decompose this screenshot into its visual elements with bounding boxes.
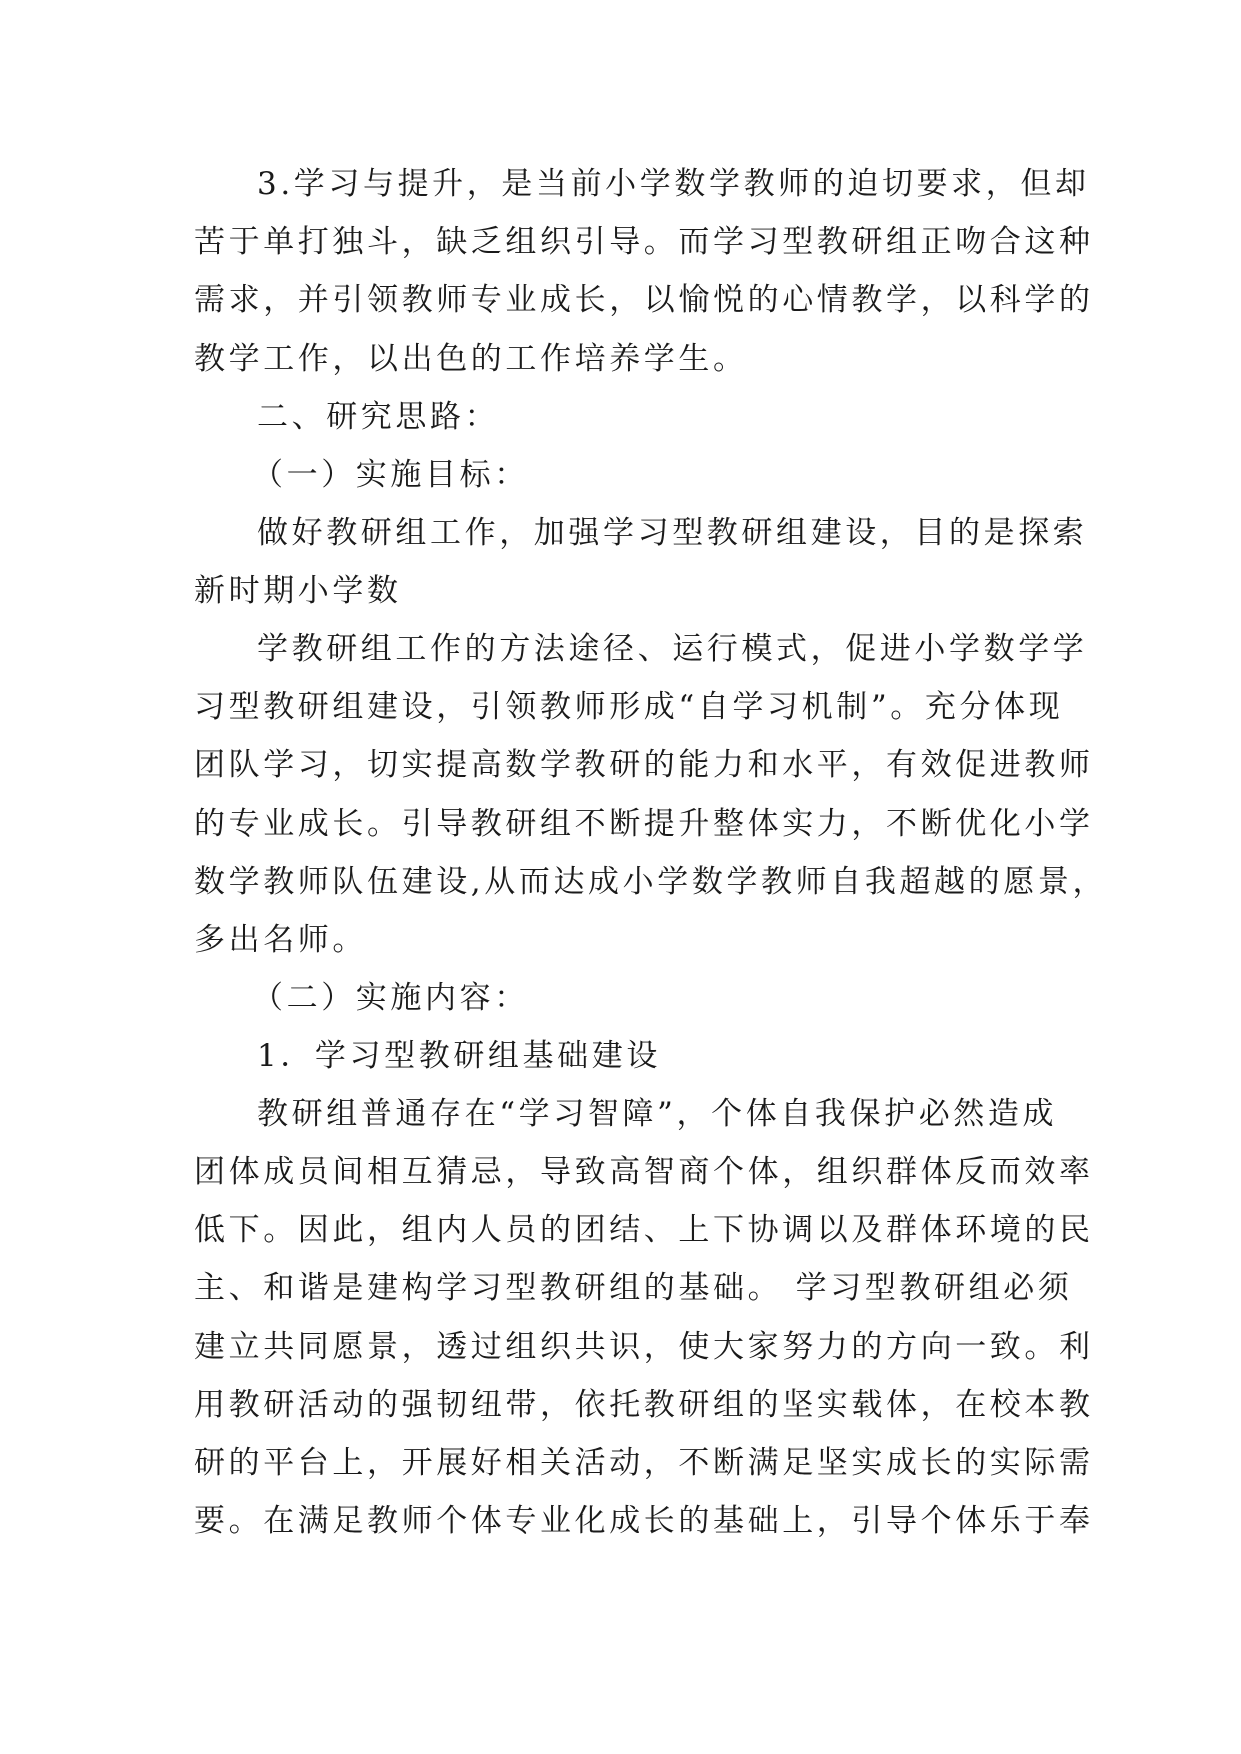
section-heading: 二、研究思路： [257, 399, 500, 435]
paragraph-line: 用教研活动的强韧纽带，依托教研组的坚实载体，在校本教 [194, 1387, 1094, 1423]
paragraph-line: 教研组普通存在“学习智障”，个体自我保护必然造成 [257, 1096, 1058, 1132]
list-heading: 1．学习型教研组基础建设 [257, 1038, 661, 1074]
paragraph-line: 需求，并引领教师专业成长，以愉悦的心情教学，以科学的 [194, 282, 1094, 318]
subsection-heading: （二）实施内容： [252, 980, 529, 1016]
paragraph-line: 团体成员间相互猜忌，导致高智商个体，组织群体反而效率 [194, 1154, 1094, 1190]
paragraph-line: 多出名师。 [194, 922, 367, 958]
subsection-heading: （一）实施目标： [252, 457, 529, 493]
paragraph-line: 做好教研组工作，加强学习型教研组建设，目的是探索 [257, 515, 1088, 551]
paragraph-line: 学教研组工作的方法途径、运行模式，促进小学数学学 [257, 631, 1088, 667]
paragraph-line: 数学教师队伍建设,从而达成小学数学教师自我超越的愿景， [194, 864, 1108, 900]
paragraph-line: 主、和谐是建构学习型教研组的基础。 学习型教研组必须 [194, 1270, 1073, 1306]
paragraph-line: 习型教研组建设，引领教师形成“自学习机制”。充分体现 [194, 689, 1064, 725]
paragraph-line: 研的平台上，开展好相关活动，不断满足坚实成长的实际需 [194, 1445, 1094, 1481]
paragraph-line: 低下。因此，组内人员的团结、上下协调以及群体环境的民 [194, 1212, 1094, 1248]
paragraph-line: 苦于单打独斗，缺乏组织引导。而学习型教研组正吻合这种 [194, 224, 1094, 260]
paragraph-line: 要。在满足教师个体专业化成长的基础上，引导个体乐于奉 [194, 1503, 1094, 1539]
paragraph-line: 团队学习，切实提高数学教研的能力和水平，有效促进教师 [194, 747, 1094, 783]
paragraph-line: 的专业成长。引导教研组不断提升整体实力，不断优化小学 [194, 806, 1094, 842]
paragraph-line: 3.学习与提升，是当前小学数学教师的迫切要求，但却 [257, 166, 1090, 202]
paragraph-line: 新时期小学数 [194, 573, 402, 609]
paragraph-line: 建立共同愿景，透过组织共识，使大家努力的方向一致。利 [194, 1329, 1094, 1365]
paragraph-line: 教学工作，以出色的工作培养学生。 [194, 341, 748, 377]
